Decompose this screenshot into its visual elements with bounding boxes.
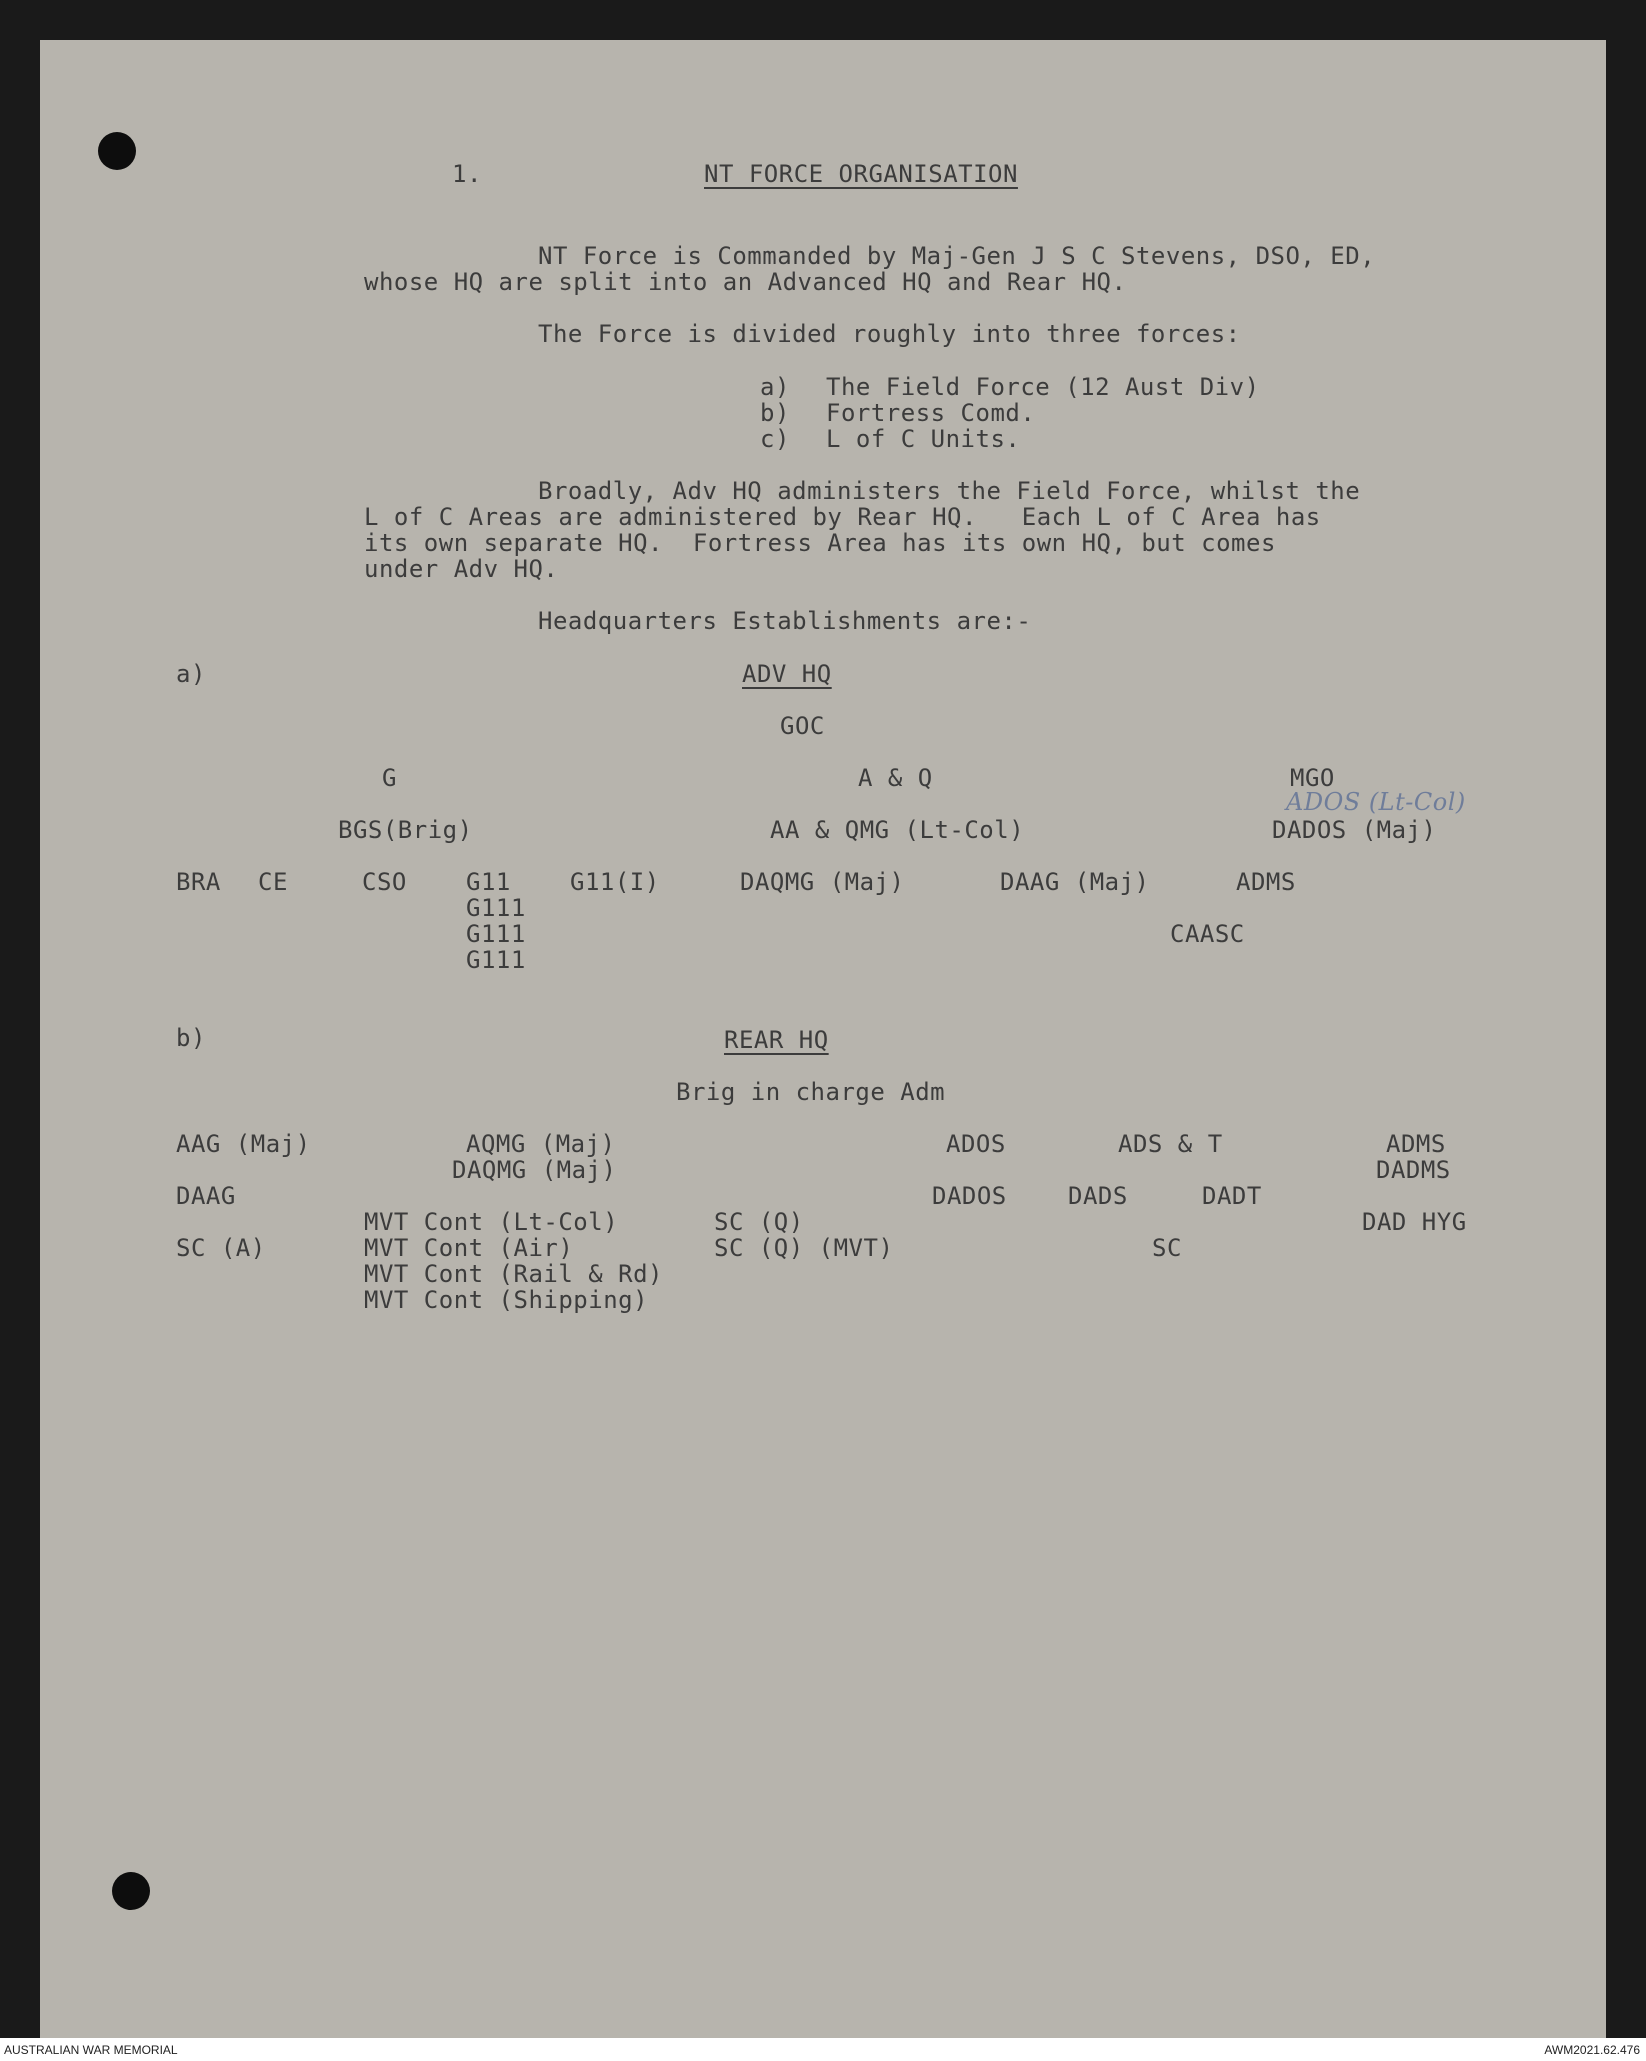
admin-para-line-4: under Adv HQ. [364,555,559,583]
rear-dadt: DADT [1202,1182,1262,1210]
adv-g11i: G11(I) [570,868,660,896]
archive-footer [0,2038,1646,2061]
force-item-a: The Field Force (12 Aust Div) [826,373,1260,401]
footer-institution: AUSTRALIAN WAR MEMORIAL [4,2043,178,2057]
rear-sc-a: SC (A) [176,1234,266,1262]
intro-line-1: NT Force is Commanded by Maj-Gen J S C Stevens, DSO, ED, [538,242,1376,270]
adv-goc: GOC [780,712,825,740]
force-item-c: L of C Units. [826,425,1021,453]
footer-accession-number: AWM2021.62.476 [1544,2043,1640,2057]
adv-daag: DAAG (Maj) [1000,868,1150,896]
adv-adms: ADMS [1236,868,1296,896]
adv-g111-3: G111 [466,946,526,974]
adv-g11: G11 [466,868,511,896]
rear-dad-hyg: DAD HYG [1362,1208,1467,1236]
rear-daqmg: DAQMG (Maj) [452,1156,617,1184]
document-page [40,40,1606,2038]
adv-ce: CE [258,868,288,896]
punch-hole-bottom [112,1872,150,1910]
adv-hq-heading: ADV HQ [742,660,832,688]
adv-bgs: BGS(Brig) [338,816,473,844]
admin-para-line-1: Broadly, Adv HQ administers the Field Force, whilst the [538,477,1361,505]
rear-sc-q: SC (Q) [714,1208,804,1236]
document-title: NT FORCE ORGANISATION [704,160,1018,188]
force-marker-a: a) [760,373,790,401]
page-number: 1. [452,160,482,188]
rear-brig: Brig in charge Adm [676,1078,946,1106]
rear-mvt-ltcol: MVT Cont (Lt-Col) [364,1208,619,1236]
adv-aq: A & Q [858,764,933,792]
adv-caasc: CAASC [1170,920,1245,948]
rear-sc-q-mvt: SC (Q) (MVT) [714,1234,894,1262]
intro-line-2: whose HQ are split into an Advanced HQ and Rear HQ. [364,268,1127,296]
rear-mvt-air: MVT Cont (Air) [364,1234,574,1262]
admin-para-line-2: L of C Areas are administered by Rear HQ. Each L of C Area has [364,503,1321,531]
adv-daqmg: DAQMG (Maj) [740,868,905,896]
rear-hq-heading: REAR HQ [724,1026,829,1054]
rear-ads-t: ADS & T [1118,1130,1223,1158]
hq-intro: Headquarters Establishments are:- [538,607,1032,635]
rear-adms: ADMS [1386,1130,1446,1158]
adv-dados: DADOS (Maj) [1272,816,1437,844]
rear-aqmg: AQMG (Maj) [466,1130,616,1158]
rear-ados: ADOS [946,1130,1006,1158]
adv-aa-qmg: AA & QMG (Lt-Col) [770,816,1025,844]
rear-hq-marker: b) [176,1024,206,1052]
adv-bra: BRA [176,868,221,896]
adv-mgo: MGO [1290,764,1335,792]
rear-mvt-rail: MVT Cont (Rail & Rd) [364,1260,663,1288]
rear-dadms: DADMS [1376,1156,1451,1184]
punch-hole-top [98,132,136,170]
force-marker-c: c) [760,425,790,453]
rear-dads: DADS [1068,1182,1128,1210]
rear-aag: AAG (Maj) [176,1130,311,1158]
rear-dados: DADOS [932,1182,1007,1210]
rear-sc: SC [1152,1234,1182,1262]
rear-mvt-ship: MVT Cont (Shipping) [364,1286,649,1314]
adv-hq-marker: a) [176,660,206,688]
rear-daag: DAAG [176,1182,236,1210]
intro-line-3: The Force is divided roughly into three forces: [538,320,1241,348]
handwritten-annotation: ADOS (Lt-Col) [1286,788,1466,816]
admin-para-line-3: its own separate HQ. Fortress Area has its own HQ, but comes [364,529,1276,557]
adv-g111-1: G111 [466,894,526,922]
adv-cso: CSO [362,868,407,896]
adv-g111-2: G111 [466,920,526,948]
force-item-b: Fortress Comd. [826,399,1036,427]
adv-g: G [382,764,397,792]
force-marker-b: b) [760,399,790,427]
